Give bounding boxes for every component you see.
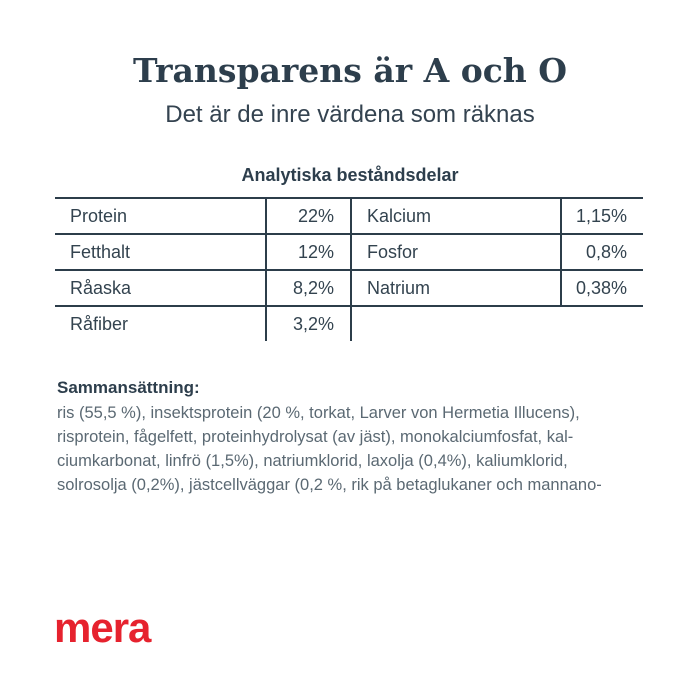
composition-line: ris (55,5 %), insektsprotein (20 %, torkat, Larver von Hermetia Illucens), bbox=[57, 404, 580, 422]
mera-logo: mera bbox=[54, 604, 151, 651]
table-cell-label: Natrium bbox=[350, 269, 560, 305]
table-cell-label: Fetthalt bbox=[55, 233, 265, 269]
table-cell-label: Fosfor bbox=[350, 233, 560, 269]
table-cell-value: 22% bbox=[265, 197, 350, 233]
table-cell-label: Kalcium bbox=[350, 197, 560, 233]
table-cell-empty bbox=[350, 305, 560, 341]
table-cell-value: 3,2% bbox=[265, 305, 350, 341]
table-cell-label: Råaska bbox=[55, 269, 265, 305]
composition-line: ciumkarbonat, linfrö (1,5%), natriumklorid, laxolja (0,4%), kaliumklorid, bbox=[57, 452, 568, 470]
table-cell-label: Protein bbox=[55, 197, 265, 233]
table-cell-value: 1,15% bbox=[560, 197, 643, 233]
table-cell-value: 12% bbox=[265, 233, 350, 269]
composition-heading: Sammansättning: bbox=[57, 378, 200, 397]
analytical-constituents-table bbox=[55, 197, 643, 341]
table-cell-value: 0,38% bbox=[560, 269, 643, 305]
page-title: Transparens är A och O bbox=[132, 51, 568, 90]
table-cell-value: 8,2% bbox=[265, 269, 350, 305]
table-cell-empty bbox=[560, 305, 643, 341]
composition-line: risprotein, fågelfett, proteinhydrolysat (av jäst), monokalciumfosfat, kal- bbox=[57, 428, 574, 446]
page-subtitle: Det är de inre värdena som räknas bbox=[165, 101, 535, 128]
composition-line: solrosolja (0,2%), jästcellväggar (0,2 %, rik på betaglukaner och mannano- bbox=[57, 476, 602, 494]
table-cell-value: 0,8% bbox=[560, 233, 643, 269]
composition-section bbox=[57, 378, 657, 497]
table-title: Analytiska beståndsdelar bbox=[241, 165, 459, 185]
table-cell-label: Råfiber bbox=[55, 305, 265, 341]
